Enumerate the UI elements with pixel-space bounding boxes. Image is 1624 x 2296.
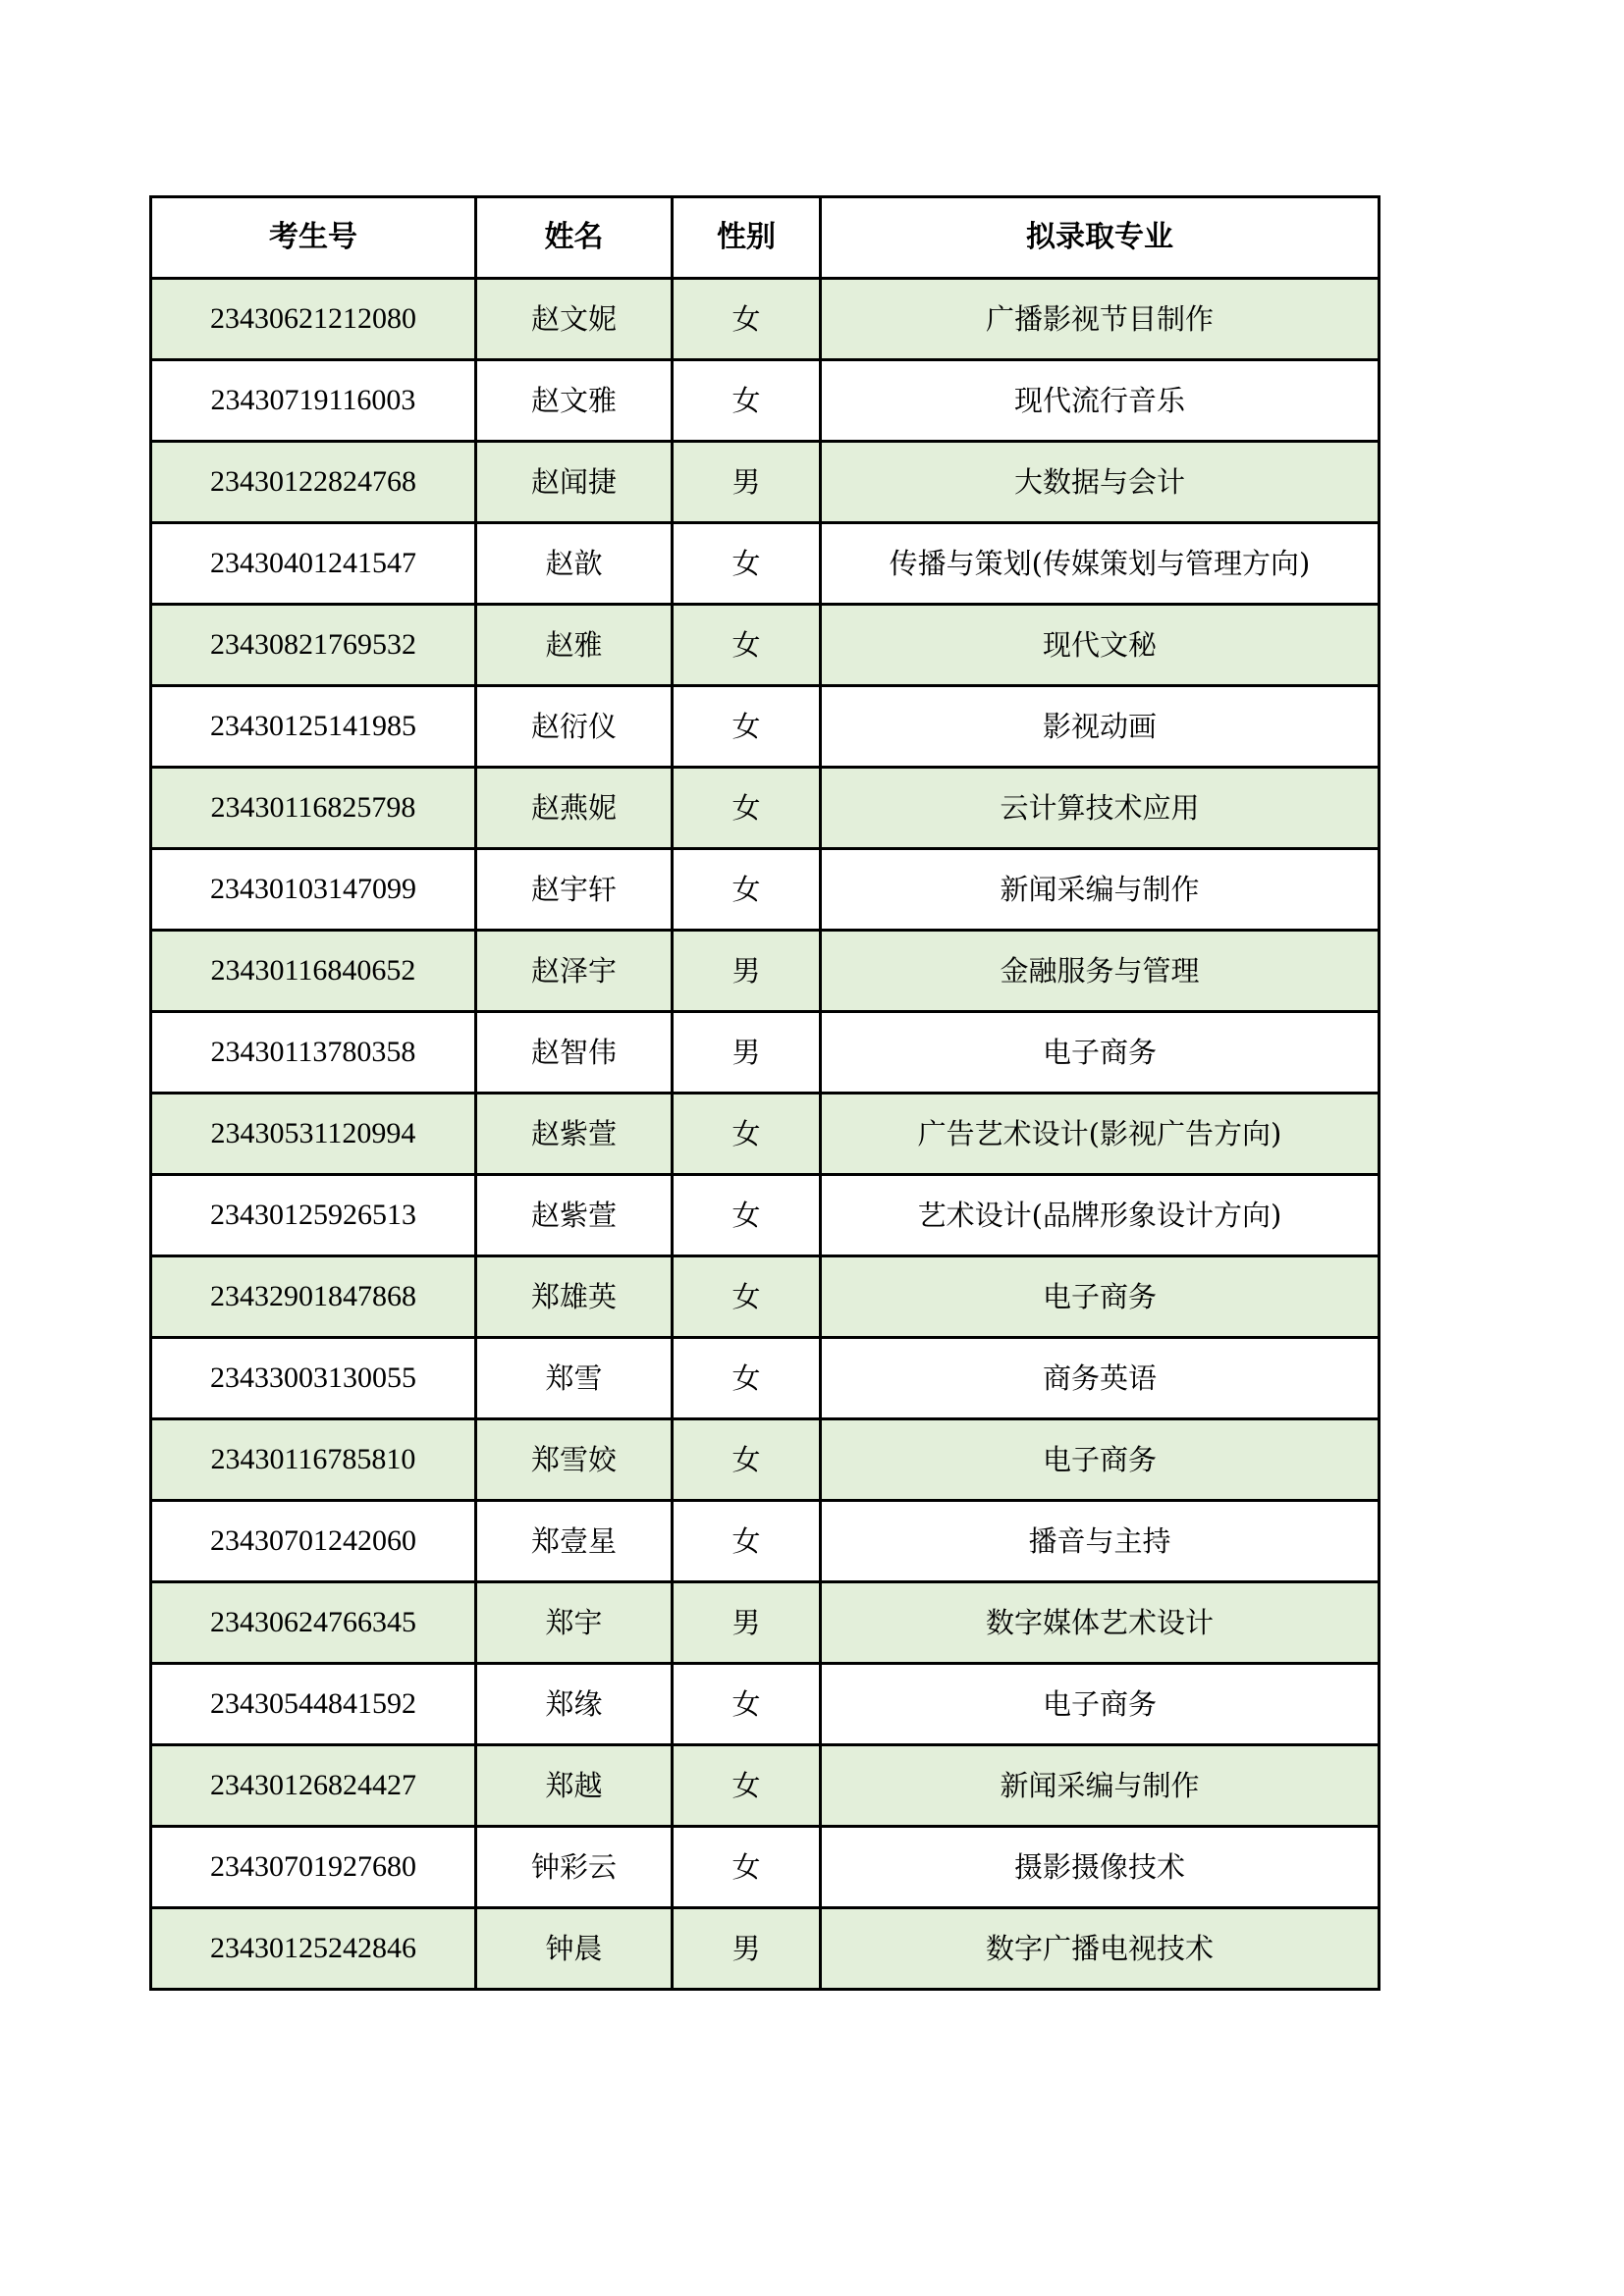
cell-admitted-major: 摄影摄像技术 [821,1827,1380,1908]
cell-gender: 女 [673,1419,821,1501]
cell-exam-number: 23430624766345 [151,1582,476,1664]
header-gender: 性别 [673,197,821,279]
cell-admitted-major: 广告艺术设计(影视广告方向) [821,1094,1380,1175]
cell-name: 钟彩云 [476,1827,673,1908]
table-header-row [151,197,1380,279]
cell-gender: 女 [673,1338,821,1419]
cell-exam-number: 23430719116003 [151,360,476,442]
cell-admitted-major: 新闻采编与制作 [821,1745,1380,1827]
cell-gender: 女 [673,849,821,931]
header-admitted-major: 拟录取专业 [821,197,1380,279]
cell-exam-number: 23430701242060 [151,1501,476,1582]
cell-admitted-major: 云计算技术应用 [821,768,1380,849]
cell-admitted-major: 电子商务 [821,1256,1380,1338]
cell-gender: 女 [673,1094,821,1175]
cell-exam-number: 23430122824768 [151,442,476,523]
header-name: 姓名 [476,197,673,279]
cell-exam-number: 23430544841592 [151,1664,476,1745]
cell-gender: 女 [673,1501,821,1582]
cell-name: 赵智伟 [476,1012,673,1094]
cell-name: 郑越 [476,1745,673,1827]
cell-name: 赵燕妮 [476,768,673,849]
cell-name: 赵歆 [476,523,673,605]
cell-exam-number: 23430126824427 [151,1745,476,1827]
table-row [151,849,1380,931]
table-row [151,442,1380,523]
cell-gender: 女 [673,1256,821,1338]
cell-admitted-major: 播音与主持 [821,1501,1380,1582]
cell-exam-number: 23430621212080 [151,279,476,360]
table-row [151,1175,1380,1256]
cell-gender: 女 [673,1745,821,1827]
table-row [151,1094,1380,1175]
cell-admitted-major: 影视动画 [821,686,1380,768]
cell-gender: 男 [673,442,821,523]
cell-admitted-major: 现代流行音乐 [821,360,1380,442]
cell-exam-number: 23430103147099 [151,849,476,931]
cell-exam-number: 23430116785810 [151,1419,476,1501]
cell-gender: 女 [673,279,821,360]
table-body [151,279,1380,1990]
cell-gender: 女 [673,1664,821,1745]
cell-exam-number: 23433003130055 [151,1338,476,1419]
cell-exam-number: 23430401241547 [151,523,476,605]
cell-admitted-major: 电子商务 [821,1664,1380,1745]
cell-admitted-major: 数字广播电视技术 [821,1908,1380,1990]
cell-admitted-major: 传播与策划(传媒策划与管理方向) [821,523,1380,605]
cell-name: 郑雪姣 [476,1419,673,1501]
cell-name: 赵紫萱 [476,1094,673,1175]
cell-exam-number: 23430113780358 [151,1012,476,1094]
table-row [151,1908,1380,1990]
cell-name: 赵文雅 [476,360,673,442]
cell-admitted-major: 现代文秘 [821,605,1380,686]
table-row [151,1419,1380,1501]
cell-name: 郑雄英 [476,1256,673,1338]
cell-name: 郑缘 [476,1664,673,1745]
cell-admitted-major: 广播影视节目制作 [821,279,1380,360]
table-row [151,768,1380,849]
cell-name: 赵雅 [476,605,673,686]
cell-gender: 男 [673,1582,821,1664]
cell-exam-number: 23430116840652 [151,931,476,1012]
cell-gender: 女 [673,1827,821,1908]
table-row [151,1256,1380,1338]
cell-gender: 女 [673,360,821,442]
cell-name: 钟晨 [476,1908,673,1990]
cell-name: 郑雪 [476,1338,673,1419]
cell-exam-number: 23430125242846 [151,1908,476,1990]
table-row [151,686,1380,768]
table-row [151,360,1380,442]
cell-exam-number: 23430125141985 [151,686,476,768]
cell-name: 赵泽宇 [476,931,673,1012]
cell-gender: 女 [673,686,821,768]
cell-admitted-major: 艺术设计(品牌形象设计方向) [821,1175,1380,1256]
cell-admitted-major: 新闻采编与制作 [821,849,1380,931]
cell-name: 郑宇 [476,1582,673,1664]
cell-admitted-major: 数字媒体艺术设计 [821,1582,1380,1664]
cell-exam-number: 23430116825798 [151,768,476,849]
cell-admitted-major: 金融服务与管理 [821,931,1380,1012]
cell-gender: 男 [673,931,821,1012]
table-row [151,523,1380,605]
cell-exam-number: 23432901847868 [151,1256,476,1338]
cell-name: 郑壹星 [476,1501,673,1582]
cell-exam-number: 23430701927680 [151,1827,476,1908]
cell-name: 赵文妮 [476,279,673,360]
table-row [151,931,1380,1012]
cell-gender: 女 [673,768,821,849]
cell-exam-number: 23430531120994 [151,1094,476,1175]
admission-list-table [149,195,1380,1991]
cell-gender: 女 [673,605,821,686]
table-row [151,1745,1380,1827]
cell-gender: 男 [673,1012,821,1094]
cell-admitted-major: 商务英语 [821,1338,1380,1419]
cell-gender: 女 [673,1175,821,1256]
cell-name: 赵闻捷 [476,442,673,523]
cell-name: 赵衍仪 [476,686,673,768]
cell-name: 赵紫萱 [476,1175,673,1256]
table-row [151,1012,1380,1094]
table-row [151,279,1380,360]
cell-exam-number: 23430821769532 [151,605,476,686]
cell-admitted-major: 大数据与会计 [821,442,1380,523]
cell-admitted-major: 电子商务 [821,1012,1380,1094]
header-exam-number: 考生号 [151,197,476,279]
table-row [151,1664,1380,1745]
cell-admitted-major: 电子商务 [821,1419,1380,1501]
table-row [151,1338,1380,1419]
table-row [151,1827,1380,1908]
table-row [151,605,1380,686]
cell-exam-number: 23430125926513 [151,1175,476,1256]
table-row [151,1582,1380,1664]
cell-name: 赵宇轩 [476,849,673,931]
cell-gender: 女 [673,523,821,605]
cell-gender: 男 [673,1908,821,1990]
table-row [151,1501,1380,1582]
